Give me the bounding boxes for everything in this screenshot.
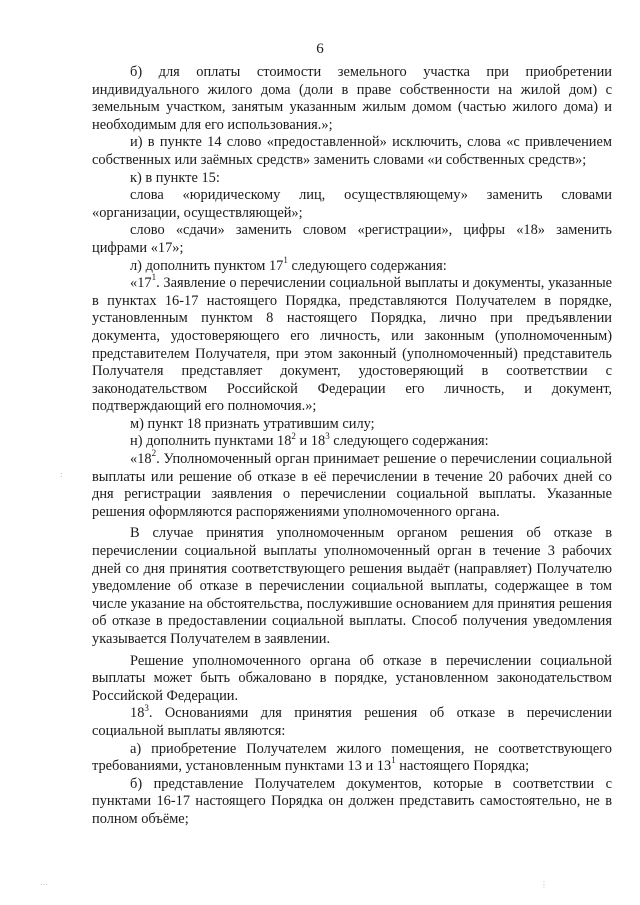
paragraph-l-add-clause-17-1: л) дополнить пунктом $17^1$ следующего содержания:: [130, 254, 447, 274]
paragraph-k-clause-15: к) в пункте 15:: [130, 169, 220, 186]
paragraph-m-clause-18: м) пункт 18 признать утратившим силу;: [130, 415, 375, 432]
paragraph-words-legal-entity: слова «юридическому лиц, осуществляющему» заменить словами «организации, осуществляющей»;: [92, 187, 612, 221]
paragraph-a-noncompliant-housing: а) приобретение Получателем жилого помещения, не соответствующего требованиями, установленным пунктами 13 и $13^1$ настоящего Порядка;: [92, 740, 612, 775]
scan-margin-mark-bottom-right: ⋮: [540, 880, 548, 889]
page-number: 6: [316, 41, 324, 57]
paragraph-appeal: Решение уполномоченного органа об отказе в перечислении социальной выплаты может быть обжаловано в порядке, установленном законодательством Российской Федерации.: [92, 652, 612, 704]
paragraph-refusal-notification: В случае принятия уполномоченным органом решения об отказе в перечислении социальной выплаты уполномоченный орган в течение 3 рабочих дней со дня принятия соответствующего решения выдаёт (направляет) Получателю уведомление об отказе в перечислении социальной выплаты, содержащее в том числе указание на обстоятельства, послужившие основанием для принятия решения об отказе в предоставлении социальной выплаты. Способ получения уведомления указывается Получателем в заявлении.: [92, 525, 612, 647]
scan-margin-mark-left: :: [60, 470, 63, 479]
paragraph-n-add-clauses: н) дополнить пунктами $18^2$ и $18^3$ следующего содержания:: [130, 430, 489, 450]
document-body: [92, 64, 612, 829]
paragraph-b-land-payment: б) для оплаты стоимости земельного участка при приобретении индивидуального жилого дома (доли в праве собственности на жилой дом) с земельным участком, занятым указанным жилым домом (частью жилого дома) и необходимым для его использования.»;: [92, 64, 612, 133]
paragraph-clause-18-2: «$18^2$. Уполномоченный орган принимает решение о перечислении социальной выплаты или решение об отказе в её перечислении в течение 20 рабочих дней со дня регистрации заявления о перечислении социальной выплаты. Указанные решения оформляются распоряжениями уполномоченного органа.: [92, 448, 612, 520]
paragraph-i-clause-14: и) в пункте 14 слово «предоставленной» исключить, слова «с привлечением собственных или заёмных средств» заменить словами «и собственных средств»;: [92, 134, 612, 168]
paragraph-b-incomplete-documents: б) представление Получателем документов, которые в соответствии с пунктами 16-17 настоящего Порядка он должен представить самостоятельно, не в полном объёме;: [92, 775, 612, 827]
paragraph-clause-17-1: «$17^1$. Заявление о перечислении социальной выплаты и документы, указанные в пунктах 16-17 настоящего Порядка, представляются Получателем в порядке, установленным пунктом 8 настоящего Порядка, лично при предъявлении документа, удостоверяющего его личность, или законным (уполномоченным) представителем Получателя, при этом законный (уполномоченный) представитель Получателя представляет документ, удостоверяющий в соответствии с законодательством Российской Федерации его личность, и документ, подтверждающий его полномочия.»;: [92, 272, 612, 415]
scan-margin-mark-bottom-left: ⋯: [40, 880, 48, 889]
paragraph-word-delivery: слово «сдачи» заменить словом «регистрации», цифры «18» заменить цифрами «17»;: [92, 222, 612, 256]
paragraph-clause-18-3: $18^3$. Основаниями для принятия решения об отказе в перечислении социальной выплаты являются:: [92, 702, 612, 739]
